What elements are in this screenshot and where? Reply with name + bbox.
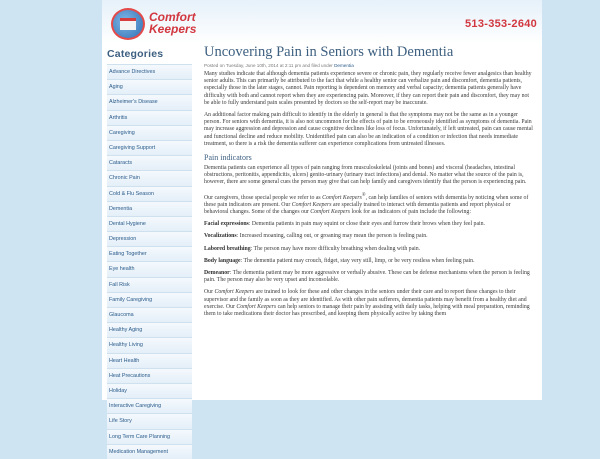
sidebar-category-item[interactable]: Eye health — [107, 261, 192, 276]
indicator-text: : The person may have more difficulty breathing when dealing with pain. — [250, 245, 421, 252]
sidebar-category-item[interactable]: Interactive Caregiving — [107, 398, 192, 413]
pain-indicator-list — [204, 221, 534, 284]
p4-text-d: look for as indicators of pain include the following: — [350, 208, 471, 215]
sidebar-category-item[interactable]: Long Term Care Planning — [107, 429, 192, 444]
paragraph-5 — [204, 289, 534, 318]
post-category-link[interactable]: Dementia — [334, 63, 354, 68]
logo-line1: Comfort — [149, 10, 196, 24]
p4-text-b: , can help families of seniors with dementia by noticing when some of these pain indicators are present. Our — [204, 194, 529, 208]
categories-sidebar — [107, 48, 192, 459]
sidebar-category-item[interactable]: Eating Together — [107, 246, 192, 261]
sidebar-category-item[interactable]: Aging — [107, 79, 192, 94]
sidebar-category-item[interactable]: Healthy Living — [107, 337, 192, 352]
indicator-text: : Increased moaning, calling out, or groaning may mean the person is feeling pain. — [236, 233, 428, 240]
indicator-label: Labored breathing — [204, 245, 251, 252]
paragraph-1: Many studies indicate that although dementia patients experience severe or chronic pain, they regularly receive fewer analgesics than healthy senior adults. This can primarily be attributed to the fact that while a healthy senior can verbalize pain and discomfort, dementia patients, especially those in the later stages, cannot. Pain reporting is dependent on memory and verbal capacity; dementia patients generally have difficulty with both and cannot report when they are experiencing pain. Moreover, if they can report their pain and discomfort, they may not be able to fully understand pain scales presented by doctors so the self-report may be inaccurate. — [204, 71, 532, 106]
sidebar-category-item[interactable]: Advance Directives — [107, 64, 192, 79]
p5-text-b: are trained to look for these and other changes in the seniors under their care and to report these changes to their supervisor and the family as soon as they are identified. As with other pain sufferers, dementia patients may benefit from a healthy diet and exercise. Our — [204, 289, 527, 310]
sidebar-category-item[interactable]: Dental Hygiene — [107, 216, 192, 231]
sidebar-category-item[interactable]: Heart Health — [107, 353, 192, 368]
post-meta-date: Posted on Tuesday, June 10th, 2014 at 2:11 pm and filed under — [204, 63, 333, 68]
sidebar-category-item[interactable]: Glaucoma — [107, 307, 192, 322]
sidebar-category-item[interactable]: Caregiving Support — [107, 140, 192, 155]
sidebar-category-item[interactable]: Cold & Flu Season — [107, 186, 192, 201]
sidebar-category-item[interactable]: Depression — [107, 231, 192, 246]
indicator-label: Facial expressions — [204, 221, 249, 228]
indicator-text: : The dementia patient may crouch, fidget, stay very still, limp, or be very restless when feeling pain. — [240, 257, 475, 264]
sidebar-category-item[interactable]: Fall Risk — [107, 277, 192, 292]
pain-indicator-item — [204, 258, 534, 265]
phone-number[interactable]: 513-353-2640 — [465, 18, 538, 30]
house-icon — [120, 18, 136, 30]
p4-text-a: Our caregivers, those special people we refer to as — [204, 194, 323, 201]
logo-line2: Keepers — [149, 22, 197, 36]
p4-emphasis-1: Comfort Keepers — [322, 194, 362, 201]
sidebar-category-item[interactable]: Healthy Aging — [107, 322, 192, 337]
indicator-text: : Dementia patients in pain may squint or close their eyes and furrow their brows when they feel pain. — [248, 221, 485, 228]
registered-mark: ® — [361, 192, 366, 198]
paragraph-3: Dementia patients can experience all types of pain ranging from musculoskeletal (joints and bones) and visceral (headaches, intestinal obstructions, peritonitis, appendicitis, ulcers) genito-urinary (urinary tract infections) and dental. No matter what the source of the pain is, however, there are some general cues the person may give that can help family and caregivers identify that the person is experiencing pain. — [204, 165, 527, 186]
section-heading: Pain indicators — [204, 153, 252, 163]
sidebar-category-item[interactable]: Dementia — [107, 201, 192, 216]
sidebar-category-item[interactable]: Heat Precautions — [107, 368, 192, 383]
logo-text — [149, 11, 196, 35]
p5-text-c: can help seniors to manage their pain by assisting with daily tasks, helping with meal preparation, reminding them to take medications their doctor has prescribed, and keeping them physically active by taking them — [204, 303, 530, 317]
p4-emphasis-2: Comfort Keepers — [291, 201, 332, 208]
pain-indicator-item — [204, 221, 534, 228]
p4-emphasis-3: Comfort Keepers — [310, 208, 351, 215]
comfort-keepers-logo[interactable] — [111, 8, 207, 40]
pain-indicator-item — [204, 246, 534, 253]
sidebar-category-item[interactable]: Chronic Pain — [107, 170, 192, 185]
indicator-label: Vocalizations — [204, 233, 237, 240]
p5-text-a: Our — [204, 289, 215, 296]
sidebar-category-item[interactable]: Alzheimer's Disease — [107, 94, 192, 109]
indicator-text: : The dementia patient may be more aggressive or verbally abusive. These can be defense mechanisms when the person is feeling pain. The person may also be very upset and inconsolable. — [204, 269, 530, 284]
sidebar-category-item[interactable]: Caregiving — [107, 125, 192, 140]
article-title: Uncovering Pain in Seniors with Dementia — [204, 44, 454, 60]
p5-emphasis-2: Comfort Keepers — [236, 303, 277, 310]
post-meta — [204, 63, 534, 68]
article — [204, 44, 534, 323]
sidebar-title: Categories — [107, 48, 164, 60]
sidebar-category-item[interactable]: Holiday — [107, 383, 192, 398]
paragraph-4 — [204, 192, 534, 217]
sidebar-category-item[interactable]: Life Story — [107, 413, 192, 428]
pain-indicator-item — [204, 233, 534, 240]
category-list — [107, 64, 192, 459]
p5-emphasis-1: Comfort Keepers — [214, 289, 255, 296]
sidebar-category-item[interactable]: Family Caregiving — [107, 292, 192, 307]
p4-text-c: are specially trained to interact with dementia patients and report physical or behavioral changes. Some of the changes our — [204, 201, 511, 215]
indicator-label: Body language — [204, 257, 241, 264]
pain-indicator-item — [204, 270, 534, 284]
sidebar-category-item[interactable]: Arthritis — [107, 110, 192, 125]
sidebar-category-item[interactable]: Cataracts — [107, 155, 192, 170]
sidebar-category-item[interactable]: Medication Management — [107, 444, 192, 459]
paragraph-2: An additional factor making pain difficult to identify in the elderly in general is that the symptoms may not be the same as in a younger person. For seniors with dementia, it is also not uncommon for the effects of pain to be erroneously identified as symptoms of dementia. Pain may increase aggression and depression and cause cognitive declines like loss of focus. Unfortunately, if left untreated, pain can cause mental and functional decline and reduce mobility. Unidentified pain can also be an indication of a condition or infection that needs immediate treatment, so there is a risk the dementia sufferer can experience complications from untreated illnesses. — [204, 112, 533, 147]
indicator-label: Demeanor — [204, 269, 230, 276]
